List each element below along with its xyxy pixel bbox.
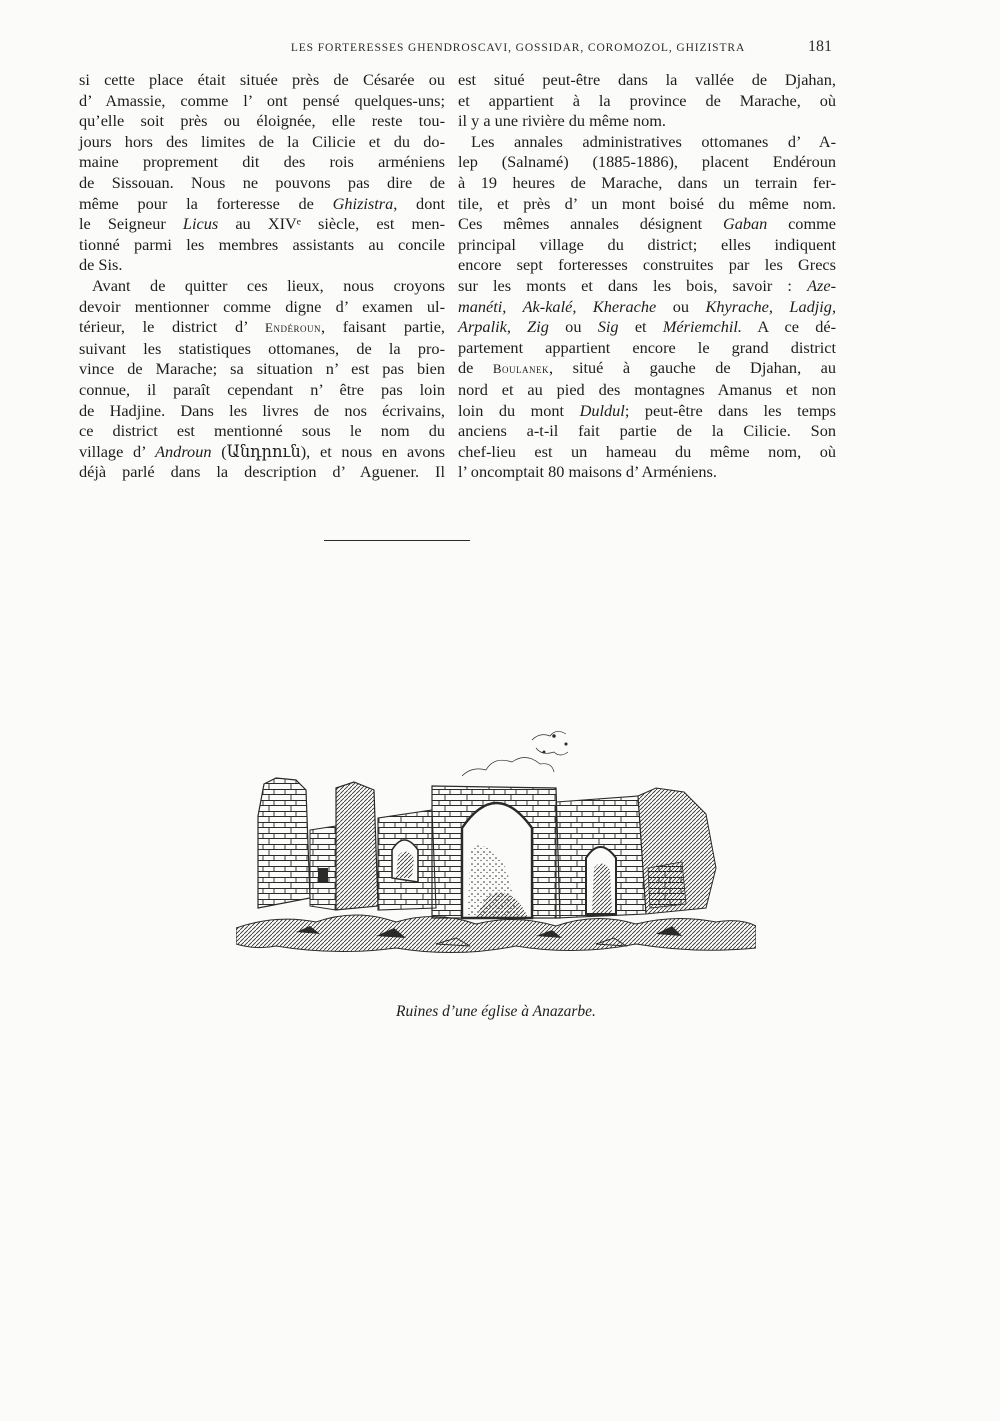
rubble-foreground (236, 915, 756, 953)
sky-clouds (462, 731, 568, 776)
text-line: partement appartient encore le grand district (458, 337, 836, 357)
text-line: ce district est mentionné sous le nom du (79, 421, 445, 441)
text-run: , dont (393, 193, 446, 213)
text-run: Ces mêmes annales désignent (458, 214, 723, 234)
text-run: , faisant partie, (320, 317, 445, 337)
text-line: déjà parlé dans la description d’ Aguener. Il (79, 462, 445, 482)
text-run: loin du mont (458, 400, 580, 420)
text-line: tionné parmi les membres assistants au concile (79, 234, 445, 254)
place-name: Khyrache, Ladjig, (705, 296, 837, 316)
text-line (458, 358, 836, 380)
text-line: et appartient à la province de Marache, où (458, 90, 836, 110)
text-run: comme (767, 214, 836, 234)
text-run: A ce dé- (741, 317, 836, 337)
text-run: sur les monts et dans les bois, savoir : (458, 275, 808, 295)
text-run: village d’ (79, 441, 156, 461)
text-run: de (458, 358, 493, 378)
text-line: nord et au pied des montagnes Amanus et non (458, 379, 836, 399)
place-name: Mériemchil. (662, 317, 742, 337)
text-run: ou (656, 296, 706, 316)
text-line (458, 297, 836, 318)
page-number: 181 (808, 38, 832, 55)
person-name: Licus (182, 214, 219, 234)
text-line: suivant les statistiques ottomanes, de la pro- (79, 338, 445, 358)
text-line: est situé peut-être dans la vallée de Djahan, (458, 70, 836, 89)
text-line (458, 276, 836, 297)
text-line: anciens a-t-il fait partie de la Cilicie. Son (458, 421, 836, 441)
text-run: et (618, 317, 663, 337)
text-line: qu’elle soit près ou éloignée, elle reste tou- (79, 111, 445, 131)
text-line (79, 214, 445, 235)
text-run: , situé à gauche de Djahan, au (549, 358, 837, 378)
text-line: jours hors des limites de la Cilicie et du do- (79, 131, 445, 151)
text-line: connue, il paraît cependant n’ être pas loin (79, 379, 445, 399)
right-arch (556, 788, 716, 918)
central-arch (432, 786, 560, 918)
text-line: si cette place était située près de Césarée ou (79, 70, 445, 89)
running-head: LES FORTERESSES GHENDROSCAVI, GOSSIDAR, COROMOZOL, GHIZISTRA (290, 42, 746, 54)
text-line: de Sis. (79, 255, 123, 275)
place-name: Aze- (807, 275, 836, 295)
text-line: à 19 heures de Marache, dans un terrain fer- (458, 172, 836, 192)
text-line: encore sept forteresses construites par les Grecs (458, 255, 836, 275)
engraving-image (236, 718, 756, 970)
text-line: chef-lieu est un hameau du même nom, où (458, 441, 836, 461)
text-line (79, 194, 445, 215)
text-line (79, 442, 445, 463)
place-name: Duldul (579, 400, 625, 420)
text-line: tile, et près d’ un mont boisé du même nom. (458, 193, 836, 213)
text-run: même pour la forteresse de (79, 193, 333, 213)
place-name: manéti, Ak-kalé, Kherache (458, 296, 657, 316)
text-line: d’ Amassie, comme l’ ont pensé quelques-uns; (79, 90, 445, 110)
place-name: Sig (597, 317, 619, 337)
text-line: vince de Marache; sa situation n’ est pas bien (79, 359, 445, 379)
place-name: Androun (155, 441, 212, 461)
district-name: Endéroun (265, 320, 321, 336)
text-line (79, 317, 445, 339)
text-line: Les annales administratives ottomanes d’ A- (471, 131, 836, 151)
text-line: de Hadjine. Dans les livres de nos écrivains, (79, 400, 445, 420)
text-line (458, 401, 836, 422)
text-line: l’ oncomptait 80 maisons d’ Arméniens. (458, 462, 717, 482)
district-name: Boulanek (492, 361, 550, 377)
text-line: lep (Salnamé) (1885-1886), placent Endéroun (458, 152, 836, 172)
text-line: de Sissouan. Nous ne pouvons pas dire de (79, 172, 445, 192)
text-run: térieur, le district d’ (79, 317, 266, 337)
text-line: principal village du district; elles indiquent (458, 234, 836, 254)
section-divider (324, 540, 470, 541)
text-line: maine proprement dit des rois arméniens (79, 152, 445, 172)
text-run: ; peut-être dans les temps (624, 400, 836, 420)
place-name: Gaban (722, 214, 768, 234)
place-name: Ghizistra (332, 193, 394, 213)
small-arch (378, 810, 436, 910)
church-ruins-engraving (236, 718, 756, 970)
text-run: (Անդրուն), et nous en avons (211, 441, 445, 461)
right-column (458, 70, 836, 483)
left-column (79, 70, 445, 483)
text-line (458, 317, 836, 338)
text-run: le Seigneur (79, 214, 183, 234)
figure-caption: Ruines d’une église à Anazarbe. (396, 1003, 596, 1020)
place-name: Arpalik, Zig (458, 317, 549, 337)
text-line (458, 214, 836, 235)
text-run: au XIVᵉ siècle, est men- (218, 214, 445, 234)
text-line: il y a une rivière du même nom. (458, 111, 666, 131)
text-line: devoir mentionner comme digne d’ examen ul- (79, 296, 445, 316)
text-run: ou (548, 317, 598, 337)
left-tower (258, 778, 378, 910)
text-line: Avant de quitter ces lieux, nous croyons (92, 275, 445, 295)
